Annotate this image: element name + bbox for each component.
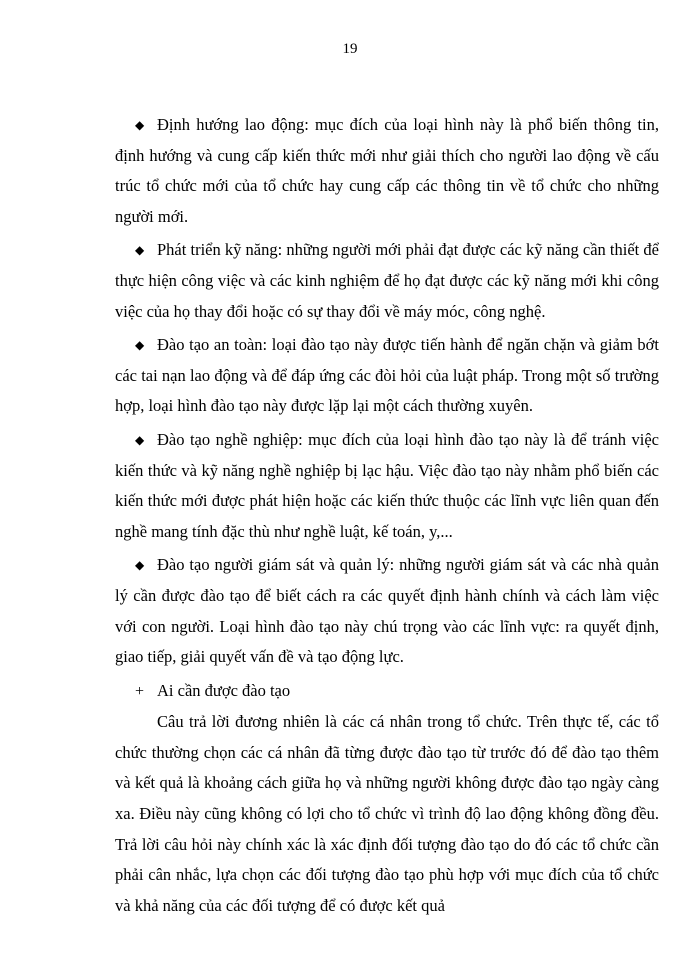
- item-text: mục đích của loại hình này là phổ biến thông tin, định hướng và cung cấp kiến thức mới như giải thích cho người lao động về cấu trúc tổ chức mới của tổ chức hay cung cấp các thông tin về tổ chức cho những người mới.: [115, 115, 659, 226]
- bullet-icon: ◆: [135, 338, 145, 353]
- bullet-icon: ◆: [135, 432, 145, 447]
- bullet-item-professional: [115, 425, 659, 547]
- bullet-item-safety: [115, 330, 659, 422]
- page-number: 19: [342, 41, 358, 57]
- bullet-icon: ◆: [135, 243, 145, 258]
- item-label: Đào tạo người giám sát và quản lý:: [157, 555, 395, 575]
- section-heading: [115, 676, 659, 708]
- item-text: mục đích của loại hình đào tạo này là để tránh việc kiến thức và kỹ năng nghề nghiệp bị lạc hậu. Việc đào tạo này nhằm phổ biến các kiến thức mới được phát hiện hoặc các kiến thức thuộc các lĩnh vực liên quan đến nghề mang tính đặc thù như nghề luật, kế toán, y,...: [115, 429, 659, 541]
- document-body: [115, 110, 659, 921]
- item-text: những người giám sát và các nhà quản lý cần được đào tạo để biết cách ra các quyết định hành chính và cách làm việc với con người. Loại hình đào tạo này chú trọng vào các lĩnh vực: ra quyết định, giao tiếp, giải quyết vấn đề và tạo động lực.: [115, 555, 659, 667]
- bullet-icon: ◆: [135, 558, 145, 573]
- bullet-item-orientation: [115, 110, 659, 232]
- item-label: Định hướng lao động:: [157, 115, 309, 134]
- bullet-item-skills: [115, 235, 659, 327]
- item-text: những người mới phải đạt được các kỹ năng cần thiết để thực hiện công việc và các kinh nghiệm để họ đạt được các kỹ năng mới khi công việc của họ thay đổi hoặc có sự thay đổi về máy móc, công nghệ.: [115, 240, 659, 321]
- item-label: Đào tạo an toàn:: [157, 335, 268, 355]
- item-label: Phát triển kỹ năng:: [157, 240, 283, 260]
- section-heading-text: Ai cần được đào tạo: [157, 680, 291, 700]
- item-text: loại đào tạo này được tiến hành để ngăn chặn và giảm bớt các tai nạn lao động và để đáp ứng các đòi hỏi của luật pháp. Trong một số trường hợp, loại hình đào tạo này được lặp lại một cách thường xuyên.: [115, 335, 659, 416]
- bullet-icon: ◆: [135, 118, 145, 132]
- bullet-item-supervisor: [115, 550, 659, 672]
- item-label: Đào tạo nghề nghiệp:: [157, 429, 303, 449]
- body-paragraph: Câu trả lời đương nhiên là các cá nhân trong tổ chức. Trên thực tế, các tổ chức thường chọn các cá nhân đã từng được đào tạo từ trước đó để đào tạo thêm và kết quả là khoảng cách giữa họ và những người không được đào tạo ngày càng xa. Điều này cũng không có lợi cho tổ chức vì trình độ lao động không đồng đều. Trả lời câu hỏi này chính xác là xác định đối tượng đào tạo do đó các tổ chức cần phải cân nhắc, lựa chọn các đối tượng đào tạo phù hợp với mục đích của tổ chức và khả năng của các đối tượng để có được kết quả: [115, 712, 659, 915]
- plus-icon: +: [135, 682, 145, 700]
